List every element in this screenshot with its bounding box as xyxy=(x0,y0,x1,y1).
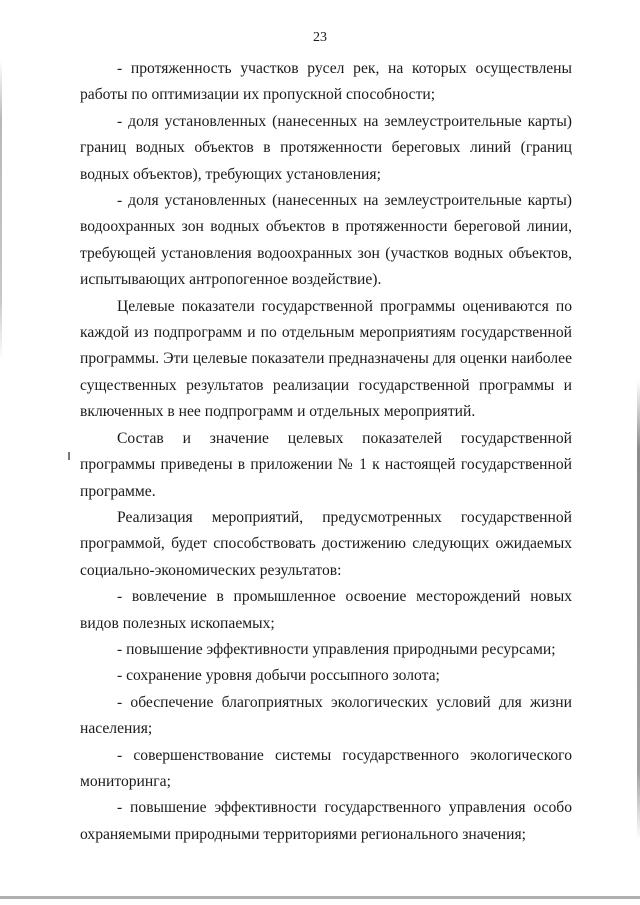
page-number: 23 xyxy=(313,30,327,45)
list-item-resource-management: - повышение эффективности управления природными ресурсами; xyxy=(117,640,556,658)
paragraph-water-boundaries: - доля установленных (нанесенных на землеустроительные карты) границ водных объектов в протяженности береговых линий (границ водных объектов), требующих установления; xyxy=(80,112,572,183)
scan-margin-tick xyxy=(68,452,70,460)
paragraph-target-indicators: Целевые показатели государственной программы оцениваются по каждой из подпрограмм и по отдельным мероприятиям государственной программы. Эти целевые показатели предназначены для оценки наиболее существенных результатов реализации государственной программы и включенных в нее подпрограмм и отдельных мероприятий. xyxy=(80,297,572,421)
list-item-new-deposits: - вовлечение в промышленное освоение месторождений новых видов полезных ископаемых; xyxy=(80,588,572,632)
scan-left-edge xyxy=(0,60,2,360)
list-item-gold-production: - сохранение уровня добычи россыпного золота; xyxy=(117,667,440,685)
document-body xyxy=(80,56,572,848)
paragraph-indicators-appendix: Состав и значение целевых показателей государственной программы приведены в приложении № 1 к настоящей государственной программе. xyxy=(80,429,572,500)
scan-bottom-edge xyxy=(0,896,640,899)
list-item-ecological-monitoring: - совершенствование системы государственного экологического мониторинга; xyxy=(80,746,572,790)
list-item-ecological-conditions: - обеспечение благоприятных экологических условий для жизни населения; xyxy=(80,693,572,738)
paragraph-expected-results: Реализация мероприятий, предусмотренных государственной программой, будет способствовать достижению следующих ожидаемых социально-экономических результатов: xyxy=(80,508,572,579)
list-item-protected-territories: - повышение эффективности государственного управления особо охраняемыми природными территориями регионального значения; xyxy=(80,799,572,843)
paragraph-water-protection-zones: - доля установленных (нанесенных на землеустроительные карты) водоохранных зон водных объектов в протяженности береговой линии, требующей установления водоохранных зон (участков водных объектов, испытывающих антропогенное воздействие). xyxy=(80,192,572,289)
paragraph-river-length: - протяженность участков русел рек, на которых осуществлены работы по оптимизации их пропускной способности; xyxy=(80,60,572,104)
